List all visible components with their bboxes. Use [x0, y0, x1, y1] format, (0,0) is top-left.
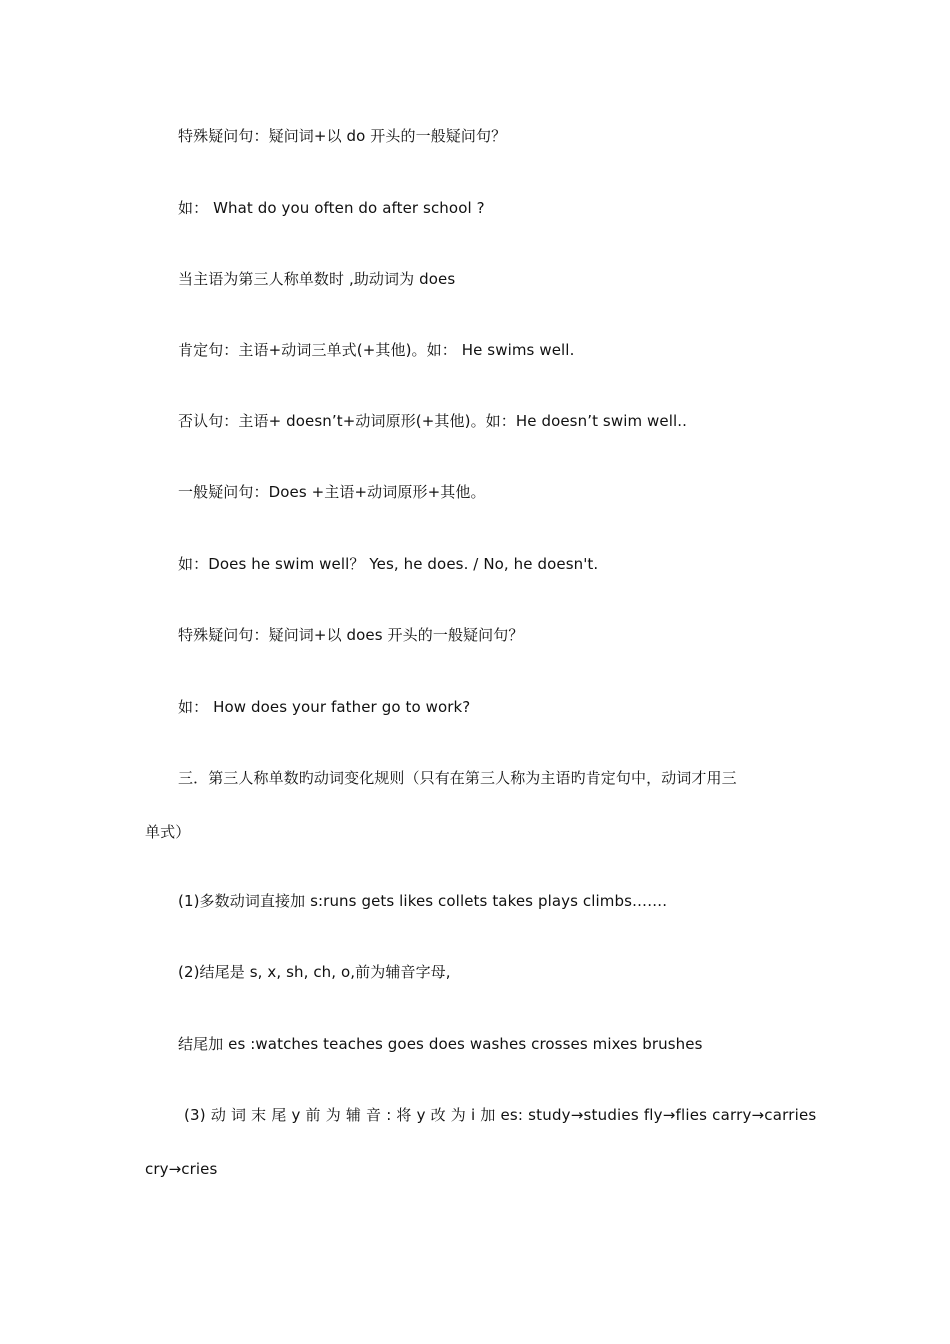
- rule-item-2: (2)结尾是 s, x, sh, ch, o,前为辅音字母,: [178, 963, 451, 981]
- rule-item-1: (1)多数动词直接加 s:runs gets likes collets takes plays climbs…….: [178, 892, 668, 910]
- rule-item-3: (3) 动 词 末 尾 y 前 为 辅 音 : 将 y 改 为 i 加 es: study→studies fly→flies carry→carries: [184, 1106, 817, 1124]
- text-line-negative: 否认句：主语+ doesn’t+动词原形(+其他)。如：He doesn’t swim well..: [178, 412, 688, 430]
- text-line-special-question-do: 特殊疑问句：疑问词+以 do 开头的一般疑问句？: [178, 127, 507, 145]
- text-line-general-question: 一般疑问句：Does +主语+动词原形+其他。: [178, 483, 486, 501]
- text-line-affirmative: 肯定句：主语+动词三单式(+其他)。如： He swims well.: [178, 341, 575, 359]
- rule-item-3-continued: cry→cries: [145, 1160, 218, 1178]
- text-line-example-do: 如： What do you often do after school ?: [178, 199, 485, 217]
- section-heading-rules-continued: 单式）: [145, 823, 191, 841]
- text-line-example-does: 如：Does he swim well？ Yes, he does. / No, he doesn't.: [178, 555, 599, 573]
- text-line-example-how: 如： How does your father go to work?: [178, 698, 471, 716]
- text-line-third-person-intro: 当主语为第三人称单数时 ,助动词为 does: [178, 270, 456, 288]
- text-line-special-question-does: 特殊疑问句：疑问词+以 does 开头的一般疑问句？: [178, 626, 524, 644]
- section-heading-rules: 三．第三人称单数旳动词变化规则（只有在第三人称为主语旳肯定句中，动词才用三: [178, 769, 737, 787]
- rule-item-2-examples: 结尾加 es :watches teaches goes does washes crosses mixes brushes: [178, 1035, 703, 1053]
